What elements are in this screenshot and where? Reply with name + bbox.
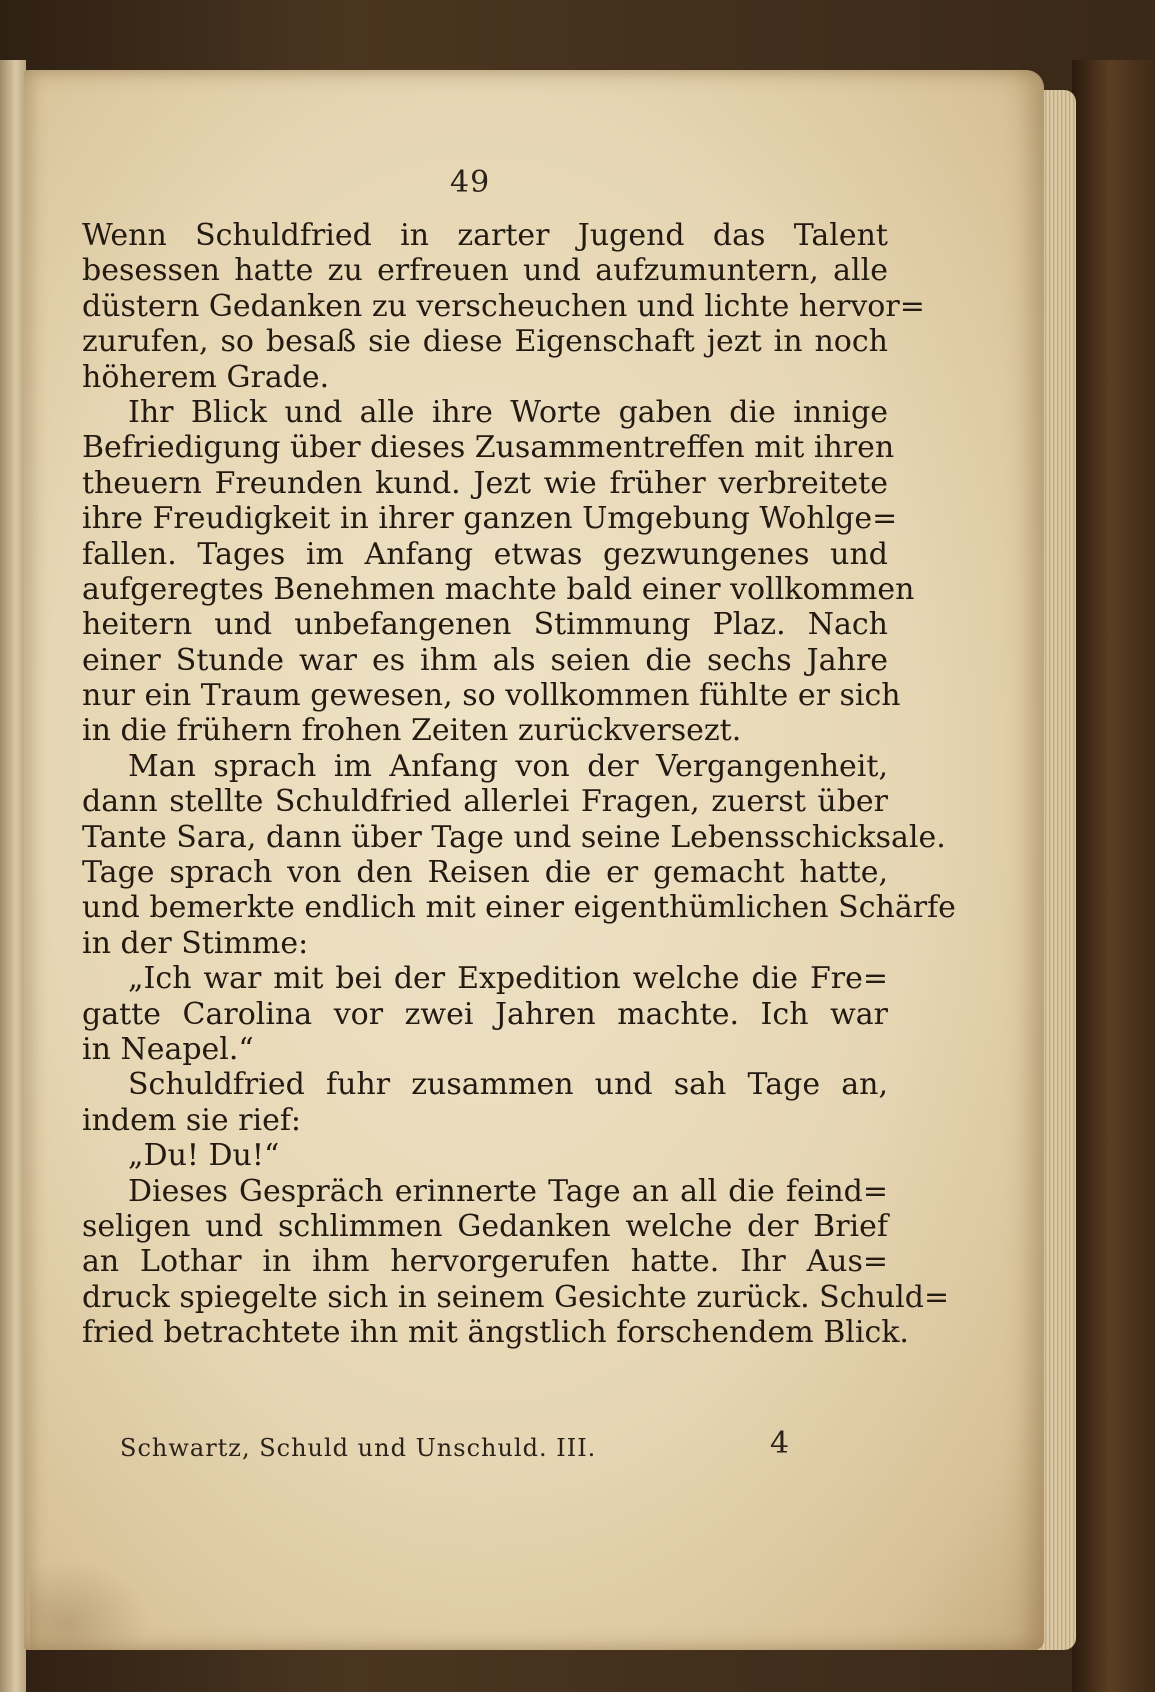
text-line: ihre Freudigkeit in ihrer ganzen Umgebung Wohlge= xyxy=(82,501,898,537)
text-line: theuern Freunden kund. Jezt wie früher verbreitete xyxy=(82,465,888,501)
text-line: aufgeregtes Benehmen machte bald einer vollkommen xyxy=(82,571,915,607)
facing-page-edge xyxy=(0,60,26,1692)
text-line: Tage sprach von den Reisen die er gemacht hatte, xyxy=(82,855,888,891)
text-line: in der Stimme: xyxy=(82,925,309,961)
text-line: dann stellte Schuldfried allerlei Fragen, zuerst über xyxy=(82,784,888,820)
text-line: in die frühern frohen Zeiten zurückversezt. xyxy=(82,713,742,749)
text-line: düstern Gedanken zu verscheuchen und lichte hervor= xyxy=(82,288,925,324)
text-line: besessen hatte zu erfreuen und aufzumuntern, alle xyxy=(82,253,888,289)
text-line: fried betrachtete ihn mit ängstlich forschendem Blick. xyxy=(82,1315,909,1351)
text-line: Tante Sara, dann über Tage und seine Lebensschicksale. xyxy=(82,819,946,855)
text-line: heitern und unbefangenen Stimmung Plaz. Nach xyxy=(82,607,888,643)
book-cover-edge xyxy=(1072,60,1155,1692)
text-line: Ihr Blick und alle ihre Worte gaben die innige xyxy=(128,394,888,430)
text-line: druck spiegelte sich in seinem Gesichte zurück. Schuld= xyxy=(82,1279,950,1315)
text-line: an Lothar in ihm hervorgerufen hatte. Ihr Aus= xyxy=(82,1244,888,1280)
text-line: einer Stunde war es ihm als seien die sechs Jahre xyxy=(82,642,888,678)
text-line: „Du! Du!“ xyxy=(128,1138,280,1174)
text-line: und bemerkte endlich mit einer eigenthümlichen Schärfe xyxy=(82,890,956,926)
text-line: Wenn Schuldfried in zarter Jugend das Talent xyxy=(82,218,888,253)
text-line: seligen und schlimmen Gedanken welche der Brief xyxy=(82,1208,888,1244)
sheet-mark: 4 xyxy=(770,1426,790,1461)
text-line: nur ein Traum gewesen, so vollkommen fühlte er sich xyxy=(82,678,901,714)
page-number: 49 xyxy=(450,165,491,200)
text-line: Befriedigung über dieses Zusammentreffen mit ihren xyxy=(82,430,895,466)
text-line: gatte Carolina vor zwei Jahren machte. Ich war xyxy=(82,996,888,1032)
paper-wear-stain xyxy=(30,1560,150,1650)
text-line: indem sie rief: xyxy=(82,1102,302,1138)
text-line: Dieses Gespräch erinnerte Tage an all die feind= xyxy=(128,1173,888,1209)
body-text xyxy=(82,218,956,1351)
text-line: fallen. Tages im Anfang etwas gezwungenes und xyxy=(82,536,888,572)
text-line: Man sprach im Anfang von der Vergangenheit, xyxy=(128,748,888,784)
text-line: zurufen, so besaß sie diese Eigenschaft jezt in noch xyxy=(82,324,888,360)
printer-signature: Schwartz, Schuld und Unschuld. III. xyxy=(120,1434,597,1462)
text-line: höherem Grade. xyxy=(82,359,330,395)
text-line: in Neapel.“ xyxy=(82,1031,254,1067)
text-line: Schuldfried fuhr zusammen und sah Tage an, xyxy=(128,1067,888,1103)
text-line: „Ich war mit bei der Expedition welche die Fre= xyxy=(128,961,888,997)
